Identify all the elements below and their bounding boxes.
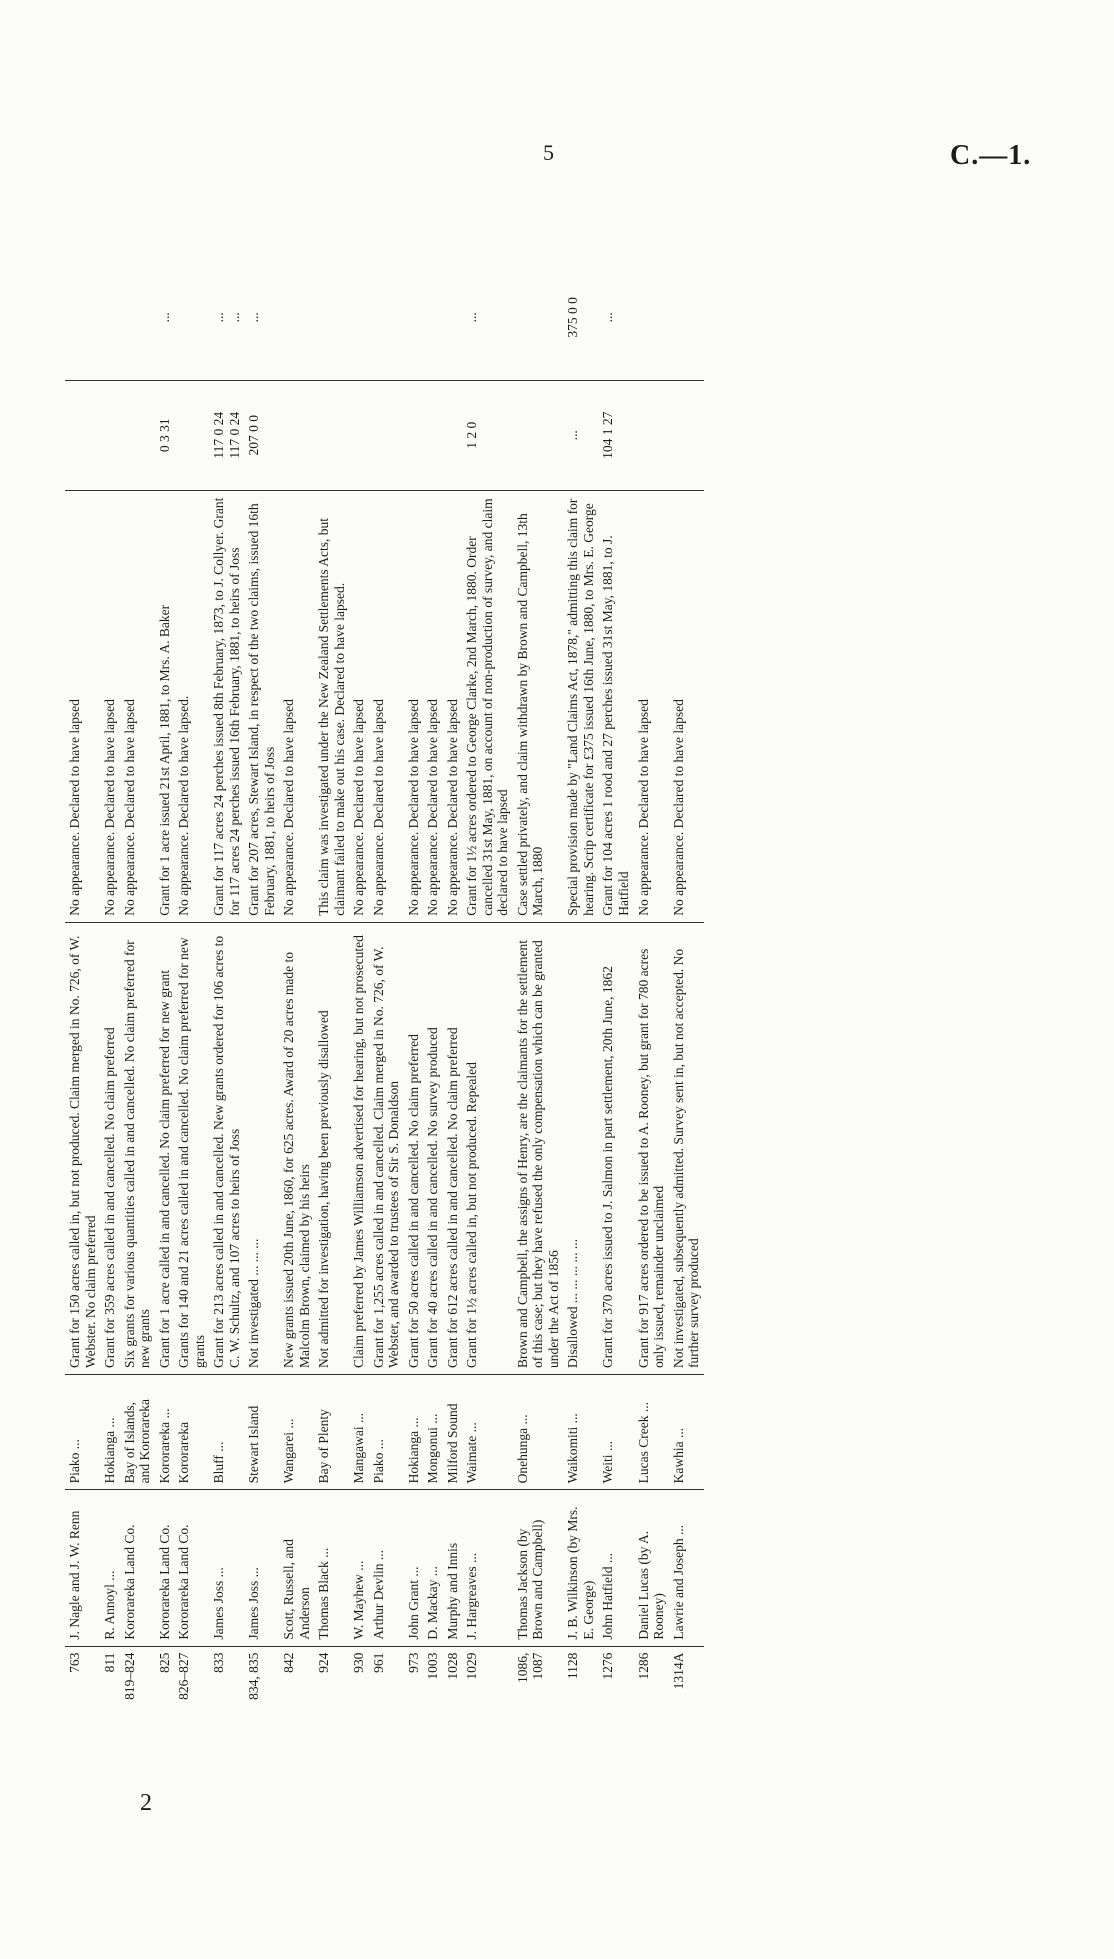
claim-result: This claim was investigated under the New Zealand Settlements Acts, but claimant failed to make out his case. Declared to have lapsed. bbox=[314, 490, 349, 922]
claim-result: No appearance. Declared to have lapsed bbox=[369, 490, 404, 922]
district: Piako ... bbox=[65, 1375, 100, 1490]
claim-result: No appearance. Declared to have lapsed. bbox=[174, 490, 209, 922]
area-granted bbox=[279, 380, 314, 490]
district: Weiti ... bbox=[598, 1375, 633, 1490]
claim-result: No appearance. Declared to have lapsed bbox=[634, 490, 669, 922]
table-row bbox=[349, 255, 369, 1715]
claim-number: 1086, 1087 bbox=[513, 1646, 564, 1715]
district: Mangawai ... bbox=[349, 1375, 369, 1490]
table-row bbox=[279, 255, 314, 1715]
scrip-amount bbox=[349, 255, 369, 380]
claim-result: No appearance. Declared to have lapsed bbox=[349, 490, 369, 922]
claimant-name: Kororareka Land Co. bbox=[120, 1490, 155, 1646]
scrip-amount bbox=[634, 255, 669, 380]
claim-number: 1029 bbox=[462, 1646, 513, 1715]
claim-number: 1314A bbox=[669, 1646, 704, 1715]
table-row bbox=[120, 255, 155, 1715]
table-row bbox=[209, 255, 244, 1715]
table-row bbox=[634, 255, 669, 1715]
area-granted bbox=[174, 380, 209, 490]
scrip-amount bbox=[443, 255, 463, 380]
table-row bbox=[513, 255, 564, 1715]
scrip-amount: ... ... bbox=[211, 312, 242, 323]
claim-result: Special provision made by "Land Claims Act, 1878," admitting this claim for hearing. Scrip certificate for £375 issued 16th June, 1880, to Mrs. E. George bbox=[563, 490, 598, 922]
district: Hokianga ... bbox=[404, 1375, 424, 1490]
table-row bbox=[65, 255, 100, 1715]
area-granted: 207 0 0 bbox=[244, 380, 279, 490]
table-row bbox=[669, 255, 704, 1715]
claim-result: No appearance. Declared to have lapsed bbox=[404, 490, 424, 922]
table-body bbox=[65, 255, 704, 1715]
claim-result: Grant for 1 acre issued 21st April, 1881, to Mrs. A. Baker bbox=[155, 490, 175, 922]
claim-number: 1286 bbox=[634, 1646, 669, 1715]
area-granted bbox=[100, 380, 120, 490]
area-granted: 1 2 0 bbox=[462, 380, 513, 490]
claim-number: 826–827 bbox=[174, 1646, 209, 1715]
table-row bbox=[100, 255, 120, 1715]
area-granted bbox=[669, 380, 704, 490]
claimant-name: J. B. Wilkinson (by Mrs. E. George) bbox=[563, 1490, 598, 1646]
area-granted bbox=[634, 380, 669, 490]
claim-particulars: Grant for 40 acres called in and cancelled. No survey produced bbox=[423, 922, 443, 1374]
claim-particulars: Not investigated, subsequently admitted. Survey sent in, but not accepted. No further survey produced bbox=[669, 922, 704, 1374]
table-row bbox=[244, 255, 279, 1715]
claim-number: 930 bbox=[349, 1646, 369, 1715]
claim-result: Case settled privately, and claim withdrawn by Brown and Campbell, 13th March, 1880 bbox=[513, 490, 564, 922]
claimant-name: R. Annoyl ... bbox=[100, 1490, 120, 1646]
table-row bbox=[404, 255, 424, 1715]
claim-result: No appearance. Declared to have lapsed bbox=[100, 490, 120, 922]
claim-particulars: Grants for 140 and 21 acres called in and cancelled. No claim preferred for new grants bbox=[174, 922, 209, 1374]
table-row bbox=[598, 255, 633, 1715]
area-granted: 104 1 27 bbox=[598, 380, 633, 490]
scrip-amount bbox=[314, 255, 349, 380]
district: Waimate ... bbox=[462, 1375, 513, 1490]
table-row bbox=[174, 255, 209, 1715]
claimant-name: Thomas Jackson (by Brown and Campbell) bbox=[513, 1490, 564, 1646]
district: Milford Sound bbox=[443, 1375, 463, 1490]
claimant-name: James Joss ... bbox=[244, 1490, 279, 1646]
scrip-amount: ... bbox=[600, 312, 616, 323]
district: Kororareka ... bbox=[155, 1375, 175, 1490]
claim-number: 924 bbox=[314, 1646, 349, 1715]
scrip-amount bbox=[669, 255, 704, 380]
scrip-amount bbox=[174, 255, 209, 380]
claim-result: No appearance. Declared to have lapsed bbox=[443, 490, 463, 922]
claim-result: Grant for 207 acres, Stewart Island, in respect of the two claims, issued 16th February, 1881, to heirs of Joss bbox=[244, 490, 279, 922]
claim-number: 961 bbox=[369, 1646, 404, 1715]
claim-particulars: New grants issued 20th June, 1860, for 625 acres. Award of 20 acres made to Malcolm Brown, claimed by his heirs bbox=[279, 922, 314, 1374]
claimant-name: Arthur Devlin ... bbox=[369, 1490, 404, 1646]
district: Bay of Plenty bbox=[314, 1375, 349, 1490]
claimant-name: Murphy and Innis bbox=[443, 1490, 463, 1646]
claim-number: 1276 bbox=[598, 1646, 633, 1715]
claim-number: 1028 bbox=[443, 1646, 463, 1715]
claim-particulars: Grant for 1 acre called in and cancelled. No claim preferred for new grant bbox=[155, 922, 175, 1374]
scrip-amount bbox=[100, 255, 120, 380]
area-granted bbox=[369, 380, 404, 490]
claimant-name: W. Mayhew ... bbox=[349, 1490, 369, 1646]
area-granted bbox=[65, 380, 100, 490]
district: Onehunga ... bbox=[513, 1375, 564, 1490]
district: Waikomiti ... bbox=[563, 1375, 598, 1490]
scrip-amount bbox=[120, 255, 155, 380]
area-granted bbox=[349, 380, 369, 490]
claimant-name: Lawrie and Joseph ... bbox=[669, 1490, 704, 1646]
claim-particulars: Six grants for various quantities called in and cancelled. No claim preferred for new grants bbox=[120, 922, 155, 1374]
claim-result: No appearance. Declared to have lapsed bbox=[120, 490, 155, 922]
table-row bbox=[462, 255, 513, 1715]
scrip-amount bbox=[369, 255, 404, 380]
claim-number: 811 bbox=[100, 1646, 120, 1715]
district: Bay of Islands, and Kororareka bbox=[120, 1375, 155, 1490]
area-granted bbox=[423, 380, 443, 490]
scrip-amount bbox=[404, 255, 424, 380]
district: Hokianga ... bbox=[100, 1375, 120, 1490]
table-row bbox=[369, 255, 404, 1715]
area-granted: ... bbox=[563, 380, 598, 490]
claim-number: 825 bbox=[155, 1646, 175, 1715]
claim-number: 1128 bbox=[563, 1646, 598, 1715]
district: Kawhia ... bbox=[669, 1375, 704, 1490]
claim-result: Grant for 1½ acres ordered to George Clarke, 2nd March, 1880. Order cancelled 31st May, 1881, on account of non-production of survey, and claim declared to have lapsed bbox=[462, 490, 513, 922]
claim-particulars: Grant for 1,255 acres called in and cancelled. Claim merged in No. 726, of W. Webster, and awarded to trustees of Sir S. Donaldson bbox=[369, 922, 404, 1374]
claimant-name: J. Hargreaves ... bbox=[462, 1490, 513, 1646]
claim-particulars: Grant for 370 acres issued to J. Salmon in part settlement, 20th June, 1862 bbox=[598, 922, 633, 1374]
scrip-amount: ... bbox=[246, 312, 262, 323]
scrip-amount bbox=[513, 255, 564, 380]
claim-particulars: Grant for 917 acres ordered to be issued to A. Rooney, but grant for 780 acres only issued, remainder unclaimed bbox=[634, 922, 669, 1374]
claim-result: No appearance. Declared to have lapsed bbox=[423, 490, 443, 922]
scrip-amount bbox=[279, 255, 314, 380]
claimant-name: Thomas Black ... bbox=[314, 1490, 349, 1646]
claim-particulars: Grant for 1½ acres called in, but not produced. Repealed bbox=[462, 922, 513, 1374]
area-granted bbox=[120, 380, 155, 490]
table-row bbox=[443, 255, 463, 1715]
claim-number: 833 bbox=[209, 1646, 244, 1715]
claim-number: 819–824 bbox=[120, 1646, 155, 1715]
document-code: C.—1. bbox=[950, 140, 1032, 171]
claim-particulars: Disallowed ... ... ... ... ... bbox=[563, 922, 598, 1374]
claim-number: 842 bbox=[279, 1646, 314, 1715]
claim-number: 1003 bbox=[423, 1646, 443, 1715]
district: Mongonui ... bbox=[423, 1375, 443, 1490]
land-claims-table bbox=[65, 255, 704, 1715]
claimant-name: Kororareka Land Co. bbox=[155, 1490, 175, 1646]
claim-particulars: Grant for 359 acres called in and cancelled. No claim preferred bbox=[100, 922, 120, 1374]
table-row bbox=[314, 255, 349, 1715]
claim-result: No appearance. Declared to have lapsed bbox=[279, 490, 314, 922]
area-granted bbox=[314, 380, 349, 490]
land-claims-table-rotated bbox=[65, 255, 1035, 1715]
area-granted: 0 3 31 bbox=[155, 380, 175, 490]
scrip-amount: 375 0 0 bbox=[565, 297, 581, 338]
claimant-name: James Joss ... bbox=[209, 1490, 244, 1646]
district: Wangarei ... bbox=[279, 1375, 314, 1490]
claimant-name: Scott, Russell, and Anderson bbox=[279, 1490, 314, 1646]
claimant-name: Daniel Lucas (by A. Rooney) bbox=[634, 1490, 669, 1646]
page-number: 5 bbox=[543, 140, 554, 165]
claim-particulars: Not admitted for investigation, having been previously disallowed bbox=[314, 922, 349, 1374]
claimant-name: John Grant ... bbox=[404, 1490, 424, 1646]
scrip-amount: ... bbox=[464, 312, 480, 323]
claim-particulars: Grant for 612 acres called in and cancelled. No claim preferred bbox=[443, 922, 463, 1374]
district: Lucas Creek ... bbox=[634, 1375, 669, 1490]
district: Kororareka bbox=[174, 1375, 209, 1490]
claim-particulars: Claim preferred by James Williamson advertised for hearing, but not prosecuted bbox=[349, 922, 369, 1374]
scrip-amount bbox=[423, 255, 443, 380]
claim-number: 763 bbox=[65, 1646, 100, 1715]
scrip-amount: ... bbox=[156, 312, 172, 323]
area-granted bbox=[513, 380, 564, 490]
table-row bbox=[423, 255, 443, 1715]
claimant-name: John Hatfield ... bbox=[598, 1490, 633, 1646]
claim-particulars: Brown and Campbell, the assigns of Henry, are the claimants for the settlement of this case; but they have refused the only compensation which can be granted under the Act of 1856 bbox=[513, 922, 564, 1374]
claim-result: No appearance. Declared to have lapsed bbox=[669, 490, 704, 922]
district: Piako ... bbox=[369, 1375, 404, 1490]
district: Stewart Island bbox=[244, 1375, 279, 1490]
area-granted bbox=[443, 380, 463, 490]
claim-particulars: Not investigated ... ... ... bbox=[244, 922, 279, 1374]
claim-result: Grant for 104 acres 1 rood and 27 perches issued 31st May, 1881, to J. Hatfield bbox=[598, 490, 633, 922]
claim-result: Grant for 117 acres 24 perches issued 8th February, 1873, to J. Collyer. Grant for 117 acres 24 perches issued 16th February, 1881, to heirs of Joss bbox=[209, 490, 244, 922]
district: Bluff ... bbox=[209, 1375, 244, 1490]
claimant-name: D. Mackay ... bbox=[423, 1490, 443, 1646]
scrip-amount bbox=[65, 255, 100, 380]
claim-particulars: Grant for 150 acres called in, but not produced. Claim merged in No. 726, of W. Webster. No claim preferred bbox=[65, 922, 100, 1374]
table-row bbox=[155, 255, 175, 1715]
claim-particulars: Grant for 213 acres called in and cancelled. New grants ordered for 106 acres to C. W. Schultz, and 107 acres to heirs of Joss bbox=[209, 922, 244, 1374]
claim-number: 973 bbox=[404, 1646, 424, 1715]
table-row bbox=[563, 255, 598, 1715]
claimant-name: J. Nagle and J. W. Renn bbox=[65, 1490, 100, 1646]
claimant-name: Kororareka Land Co. bbox=[174, 1490, 209, 1646]
area-granted: 117 0 24 117 0 24 bbox=[209, 380, 244, 490]
margin-mark: 2 bbox=[140, 1790, 152, 1816]
claim-particulars: Grant for 50 acres called in and cancelled. No claim preferred bbox=[404, 922, 424, 1374]
area-granted bbox=[404, 380, 424, 490]
claim-number: 834, 835 bbox=[244, 1646, 279, 1715]
claim-result: No appearance. Declared to have lapsed bbox=[65, 490, 100, 922]
